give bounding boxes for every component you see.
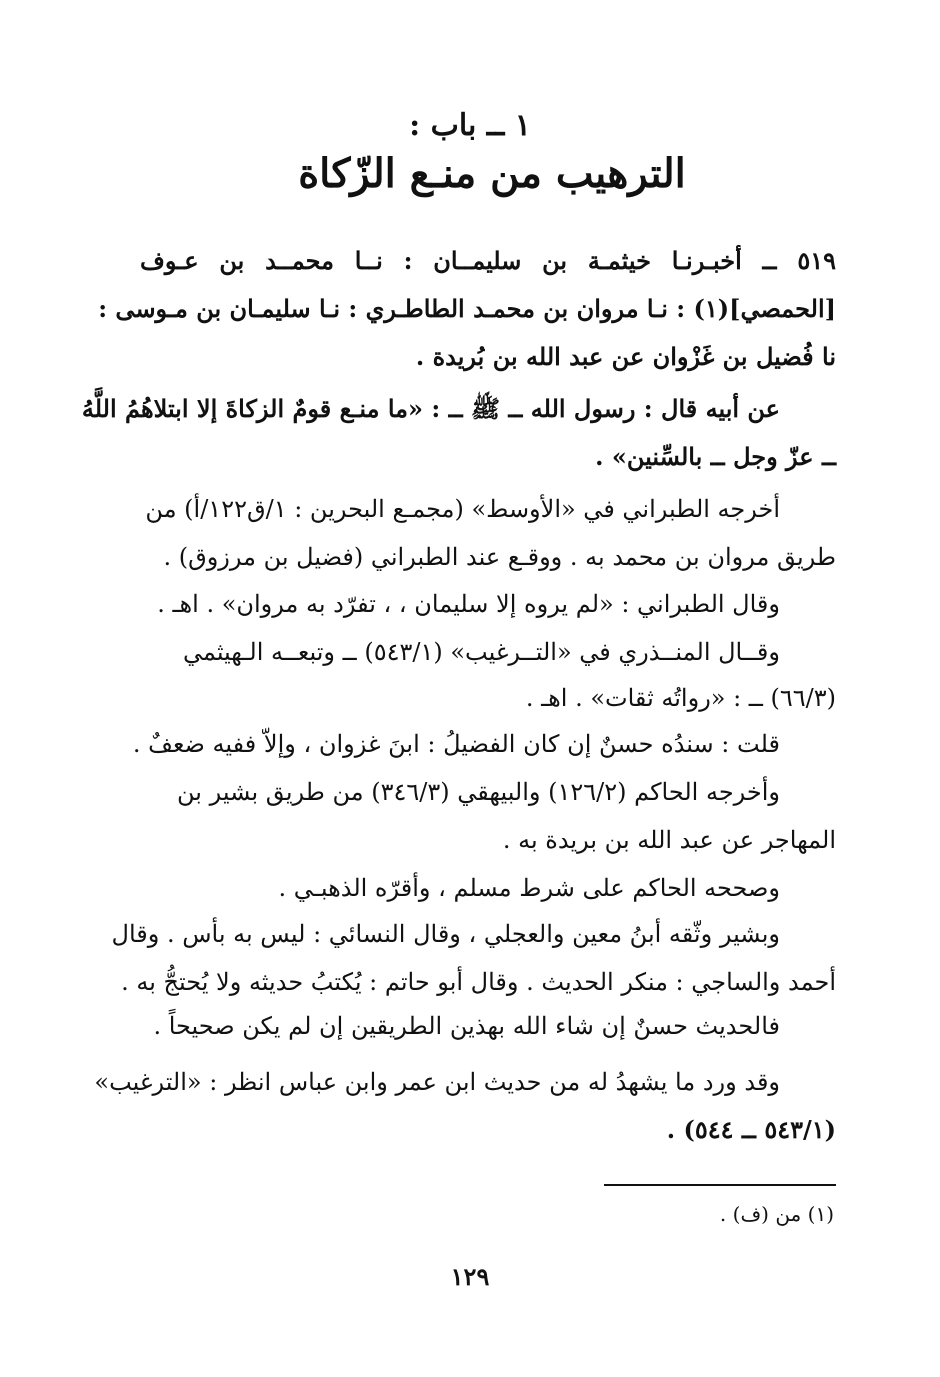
commentary-line-6: قلت : سندُه حسنٌ إن كان الفضيلُ : ابنَ غزوان ، وإلاّ ففيه ضعفٌ . — [132, 730, 780, 758]
chapter-number: ١ ــ باب : — [409, 108, 531, 143]
hadith-line-5: ــ عزّ وجل ــ بالسِّنين» . — [595, 442, 836, 471]
commentary-line-5: (٦٦/٣) ــ : «رواتُه ثقات» . اهـ . — [525, 684, 836, 712]
commentary-line-3: وقال الطبراني : «لم يروه إلا سليمان ، ، تفرّد به مروان» . اهـ . — [157, 590, 780, 618]
footnote: (١) من (ف) . — [719, 1202, 834, 1226]
page-number: ١٢٩ — [450, 1262, 490, 1291]
hadith-line-1: ٥١٩ ــ أخبـرنـا خيثمـة بن سليمــان : نــا محمــد بن عـوف — [140, 246, 836, 275]
hadith-line-3: نا فُضيل بن غَزْوان عن عبد الله بن بُريدة . — [415, 342, 836, 371]
commentary-line-8: المهاجر عن عبد الله بن بريدة به . — [502, 826, 836, 854]
chapter-title: الترهيب من منـع الزّكاة — [298, 150, 686, 197]
commentary-line-7: وأخرجه الحاكم (١٢٦/٢) والبيهقي (٣٤٦/٣) من طريق بشير بن — [177, 778, 780, 806]
commentary-line-13: وقد ورد ما يشهدُ له من حديث ابن عمر وابن عباس انظر : «الترغيب» — [94, 1068, 780, 1096]
commentary-line-1: أخرجه الطبراني في «الأوسط» (مجمـع البحرين : ١/ق١٢٢/أ) من — [145, 495, 780, 523]
commentary-line-11: أحمد والساجي : منكر الحديث . وقال أبو حاتم : يُكتبُ حديثه ولا يُحتجُّ به . — [121, 968, 836, 996]
commentary-line-9: وصححه الحاكم على شرط مسلم ، وأقرّه الذهبـي . — [278, 874, 780, 902]
hadith-line-4: عن أبيه قال : رسول الله ــ ﷺ ــ : «ما منـع قومٌ الزكاةَ إلا ابتلاهُمُ اللَّهُ — [81, 394, 780, 423]
commentary-line-10: وبشير وثّقه أبنُ معين والعجلي ، وقال النسائي : ليس به بأس . وقال — [111, 920, 780, 948]
hadith-line-2: [الحمصي](١) : نـا مروان بن محمـد الطاطـري : نـا سليمـان بن مـوسى : — [98, 294, 836, 323]
commentary-line-12: فالحديث حسنٌ إن شاء الله بهذين الطريقين إن لم يكن صحيحاً . — [153, 1012, 780, 1040]
commentary-line-4: وقــال المنــذري في «التــرغيب» (٥٤٣/١) ــ وتبعــه الـهيثمي — [182, 638, 780, 666]
commentary-line-2: طريق مروان بن محمد به . ووقـع عند الطبراني (فضيل بن مرزوق) . — [163, 543, 836, 571]
footnote-divider — [604, 1184, 836, 1186]
commentary-line-14: (٥٤٣/١ ــ ٥٤٤) . — [666, 1115, 836, 1144]
